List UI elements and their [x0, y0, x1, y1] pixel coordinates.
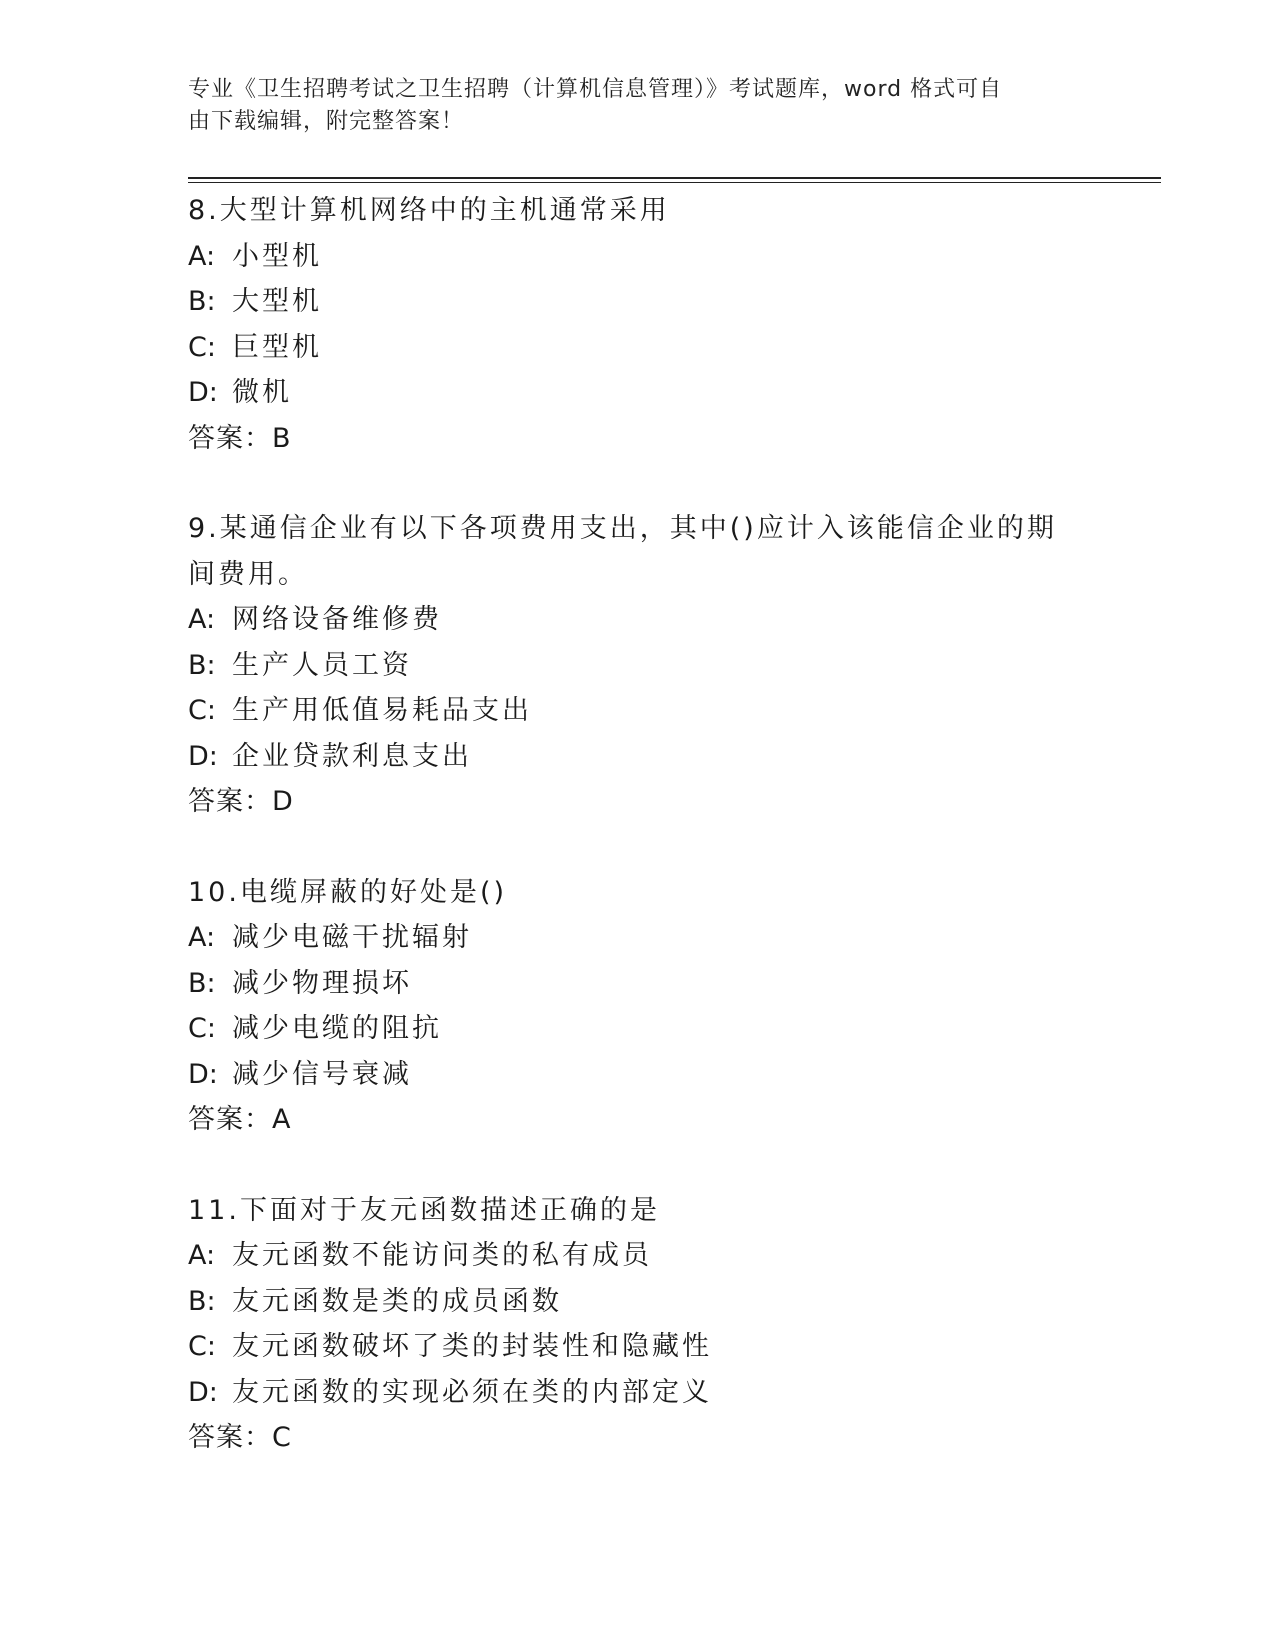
question-10 [188, 870, 1088, 1143]
option-key: A: [188, 240, 216, 272]
option-b [188, 279, 1088, 325]
option-d [188, 1370, 1088, 1416]
option-key: B: [188, 1285, 216, 1317]
option-c [188, 1324, 1088, 1370]
option-key: C: [188, 1331, 216, 1362]
answer-line: 答案：D [188, 786, 294, 817]
option-text: 巨型机 [232, 331, 322, 363]
option-key: D: [188, 740, 218, 772]
option-a [188, 1233, 1088, 1279]
option-a [188, 597, 1088, 643]
header-divider-thin [188, 182, 1161, 183]
header-line-2: 由下载编辑，附完整答案！ [188, 109, 465, 134]
option-text: 生产人员工资 [232, 649, 412, 681]
option-key: D: [188, 1376, 218, 1408]
option-c [188, 688, 1088, 734]
option-key: D: [188, 1058, 218, 1090]
header-divider-thick [188, 177, 1161, 179]
header-line-1: 专业《卫生招聘考试之卫生招聘（计算机信息管理）》考试题库，word 格式可自 [188, 77, 1003, 102]
option-key: B: [188, 967, 216, 999]
answer-line: 答案：C [188, 1422, 292, 1453]
option-a [188, 915, 1088, 961]
option-text: 微机 [232, 377, 292, 408]
question-stem: 8.大型计算机网络中的主机通常采用 [188, 195, 670, 226]
option-c [188, 325, 1088, 371]
option-text: 减少物理损坏 [232, 967, 412, 999]
option-text: 生产用低值易耗品支出 [232, 695, 532, 726]
question-stem: 10.电缆屏蔽的好处是() [188, 876, 508, 908]
question-11 [188, 1188, 1088, 1461]
option-key: C: [188, 695, 216, 726]
option-key: B: [188, 649, 216, 681]
document-header [188, 74, 1088, 138]
option-text: 小型机 [232, 240, 322, 272]
option-text: 友元函数是类的成员函数 [232, 1285, 562, 1317]
question-list [188, 188, 1088, 1506]
option-key: B: [188, 286, 216, 317]
question-9 [188, 506, 1088, 825]
option-text: 友元函数的实现必须在类的内部定义 [232, 1376, 712, 1408]
answer-line: 答案：A [188, 1104, 292, 1135]
option-b [188, 643, 1088, 689]
option-key: C: [188, 1013, 216, 1044]
option-text: 减少信号衰减 [232, 1058, 412, 1090]
option-d [188, 1052, 1088, 1098]
option-key: A: [188, 922, 216, 953]
option-text: 减少电缆的阻抗 [232, 1013, 442, 1044]
option-d [188, 370, 1088, 416]
question-8 [188, 188, 1088, 461]
option-text: 减少电磁干扰辐射 [232, 922, 472, 953]
option-text: 企业贷款利息支出 [232, 740, 472, 772]
option-d [188, 734, 1088, 780]
option-text: 友元函数破坏了类的封装性和隐藏性 [232, 1331, 712, 1362]
option-text: 大型机 [232, 286, 322, 317]
option-text: 友元函数不能访问类的私有成员 [232, 1240, 652, 1271]
option-c [188, 1006, 1088, 1052]
option-key: A: [188, 1240, 216, 1271]
option-b [188, 961, 1088, 1007]
option-key: C: [188, 331, 216, 363]
question-stem: 11.下面对于友元函数描述正确的是 [188, 1194, 660, 1226]
option-a [188, 234, 1088, 280]
option-key: D: [188, 377, 218, 408]
option-text: 网络设备维修费 [232, 604, 442, 635]
question-stem: 9.某通信企业有以下各项费用支出，其中()应计入该能信企业的期间费用。 [188, 513, 1057, 590]
option-b [188, 1279, 1088, 1325]
option-key: A: [188, 604, 216, 635]
answer-line: 答案：B [188, 422, 292, 454]
